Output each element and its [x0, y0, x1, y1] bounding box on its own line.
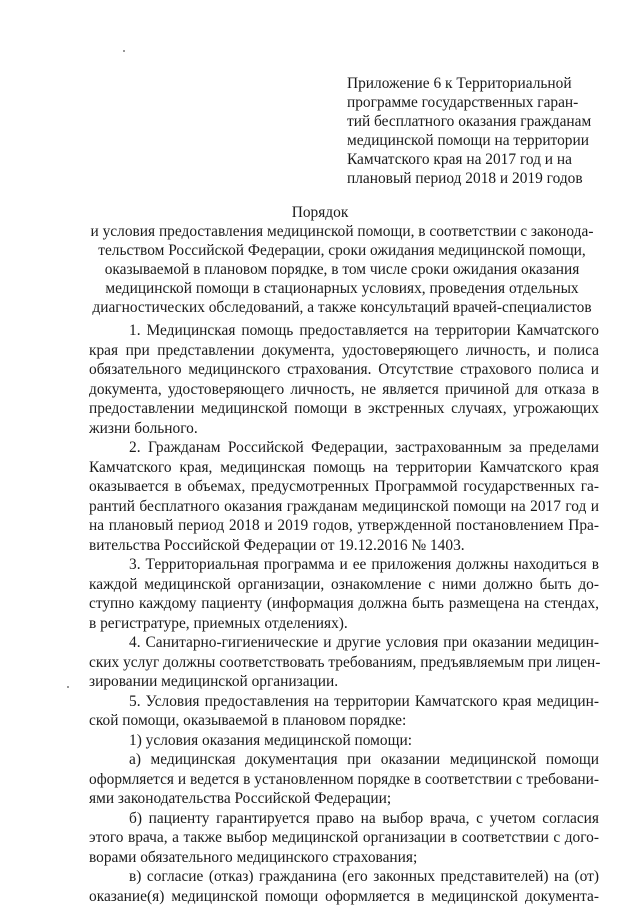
scan-speck — [123, 50, 125, 52]
paragraph-line: в регистратуре, приемных отделениях). — [89, 614, 599, 634]
paragraph-line: 1) условия оказания медицинской помощи: — [89, 731, 599, 751]
document-body — [89, 321, 599, 906]
paragraph-line: Камчатского края, медицинская помощь на территории Камчатского края — [89, 458, 599, 478]
paragraph-line: обязательного медицинского страхования. Отсутствие страхового полиса и — [89, 360, 599, 380]
scan-speck — [67, 686, 69, 688]
subtitle-line: медицинской помощи в стационарных условиях, проведения отдельных — [0, 279, 640, 298]
subtitle-line: диагностических обследований, а также консультаций врачей-специалистов — [0, 298, 640, 317]
appendix-line: плановый период 2018 и 2019 годов — [347, 169, 612, 188]
appendix-line: Камчатского края на 2017 год и на — [347, 150, 612, 169]
paragraph-line: зировании медицинской организации. — [89, 672, 599, 692]
paragraph-line: 3. Территориальная программа и ее приложения должны находиться в — [89, 555, 599, 575]
paragraph-line: ских услуг должны соответствовать требованиям, предъявляемым при лицен- — [89, 653, 599, 673]
subtitle-line: тельством Российской Федерации, сроки ожидания медицинской помощи, — [0, 241, 640, 260]
paragraph-line: ской помощи, оказываемой в плановом порядке: — [89, 711, 599, 731]
paragraph-line: оказание(я) медицинской помощи оформляется в медицинской документа- — [89, 887, 599, 906]
paragraph-line: ями законодательства Российской Федерации; — [89, 789, 599, 809]
paragraph-line: вительства Российской Федерации от 19.12.2016 № 1403. — [89, 536, 599, 556]
paragraph-line: ступно каждому пациенту (информация должна быть размещена на стендах, — [89, 594, 599, 614]
appendix-line: медицинской помощи на территории — [347, 131, 612, 150]
paragraph-line: 2. Гражданам Российской Федерации, застрахованным за пределами — [89, 438, 599, 458]
paragraph-line: 5. Условия предоставления на территории Камчатского края медицин- — [89, 692, 599, 712]
paragraph-line: а) медицинская документация при оказании медицинской помощи — [89, 750, 599, 770]
paragraph-line: на плановый период 2018 и 2019 годов, утвержденной постановлением Пра- — [89, 516, 599, 536]
paragraph-line: оформляется и ведется в установленном порядке в соответствии с требовани- — [89, 770, 599, 790]
paragraph-line: документа, удостоверяющего личность, не является причиной для отказа в — [89, 380, 599, 400]
paragraph-line: 1. Медицинская помощь предоставляется на территории Камчатского — [89, 321, 599, 341]
appendix-line: программе государственных гаран- — [347, 93, 612, 112]
paragraph-line: каждой медицинской организации, ознакомление с ними должно быть до- — [89, 575, 599, 595]
document-subtitle — [0, 222, 640, 317]
appendix-line: тий бесплатного оказания гражданам — [347, 112, 612, 131]
paragraph-line: предоставлении медицинской помощи в экстренных случаях, угрожающих — [89, 399, 599, 419]
subtitle-line: оказываемой в плановом порядке, в том числе сроки ожидания оказания — [0, 260, 640, 279]
document-title: Порядок — [0, 203, 640, 222]
subtitle-line: и условия предоставления медицинской помощи, в соответствии с законода- — [0, 222, 640, 241]
paragraph-line: б) пациенту гарантируется право на выбор врача, с учетом согласия — [89, 809, 599, 829]
paragraph-line: оказывается в объемах, предусмотренных Программой государственных га- — [89, 477, 599, 497]
paragraph-line: рантий бесплатного оказания гражданам медицинской помощи на 2017 год и — [89, 497, 599, 517]
paragraph-line: в) согласие (отказ) гражданина (его законных представителей) на (от) — [89, 867, 599, 887]
appendix-line: Приложение 6 к Территориальной — [347, 74, 612, 93]
paragraph-line: жизни больного. — [89, 419, 599, 439]
paragraph-line: ворами обязательного медицинского страхования; — [89, 848, 599, 868]
paragraph-line: края при представлении документа, удостоверяющего личность, и полиса — [89, 341, 599, 361]
appendix-note — [347, 74, 612, 188]
paragraph-line: этого врача, а также выбор медицинской организации в соответствии с дого- — [89, 828, 599, 848]
paragraph-line: 4. Санитарно-гигиенические и другие условия при оказании медицин- — [89, 633, 599, 653]
